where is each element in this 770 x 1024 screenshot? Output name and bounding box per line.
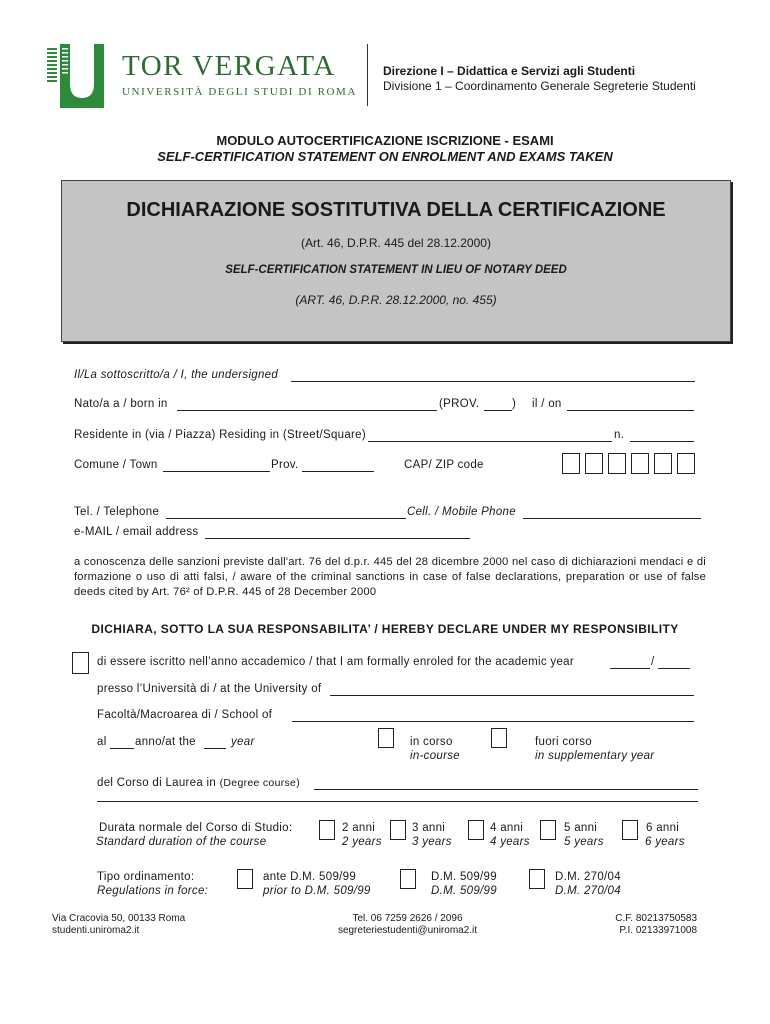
regulation-270-label-en: D.M. 270/04 <box>555 885 621 897</box>
prov2-label: Prov. <box>271 459 299 471</box>
duration-2-years-checkbox[interactable] <box>319 820 335 840</box>
duration-5-years-checkbox[interactable] <box>540 820 556 840</box>
zip-digit-box[interactable] <box>585 453 603 474</box>
degree-course-label: del Corso di Laurea in (Degree course) <box>97 777 300 789</box>
regulation-270-label: D.M. 270/04 <box>555 871 621 883</box>
declaration-box <box>61 180 731 342</box>
email-field[interactable] <box>205 538 470 539</box>
academic-year-sep: / <box>651 656 655 668</box>
regulations-label: Tipo ordinamento: <box>97 871 195 883</box>
regulation-509-checkbox[interactable] <box>400 869 416 889</box>
regulation-ante-509-label: ante D.M. 509/99 <box>263 871 357 883</box>
in-course-checkbox[interactable] <box>378 728 394 748</box>
off-course-label-en: in supplementary year <box>535 750 655 762</box>
declaration-ref-it: (Art. 46, D.P.R. 445 del 28.12.2000) <box>301 236 491 250</box>
footer-email: segreteriestudenti@uniroma2.it <box>337 925 478 936</box>
regulation-270-checkbox[interactable] <box>529 869 545 889</box>
duration-4-years-label-en: 4 years <box>490 836 530 848</box>
duration-6-years-label-en: 6 years <box>645 836 685 848</box>
academic-year-end-field[interactable] <box>658 668 690 669</box>
zip-digit-box[interactable] <box>608 453 626 474</box>
telephone-field[interactable] <box>166 518 406 519</box>
declaration-subheading: SELF-CERTIFICATION STATEMENT IN LIEU OF NOTARY DEED <box>225 264 567 276</box>
off-course-label: fuori corso <box>535 736 592 748</box>
duration-4-years-checkbox[interactable] <box>468 820 484 840</box>
undersigned-label: Il/La sottoscritto/a / I, the undersigned <box>74 369 279 381</box>
logo-subtitle: UNIVERSITÀ DEGLI STUDI DI ROMA <box>122 86 357 98</box>
logo-title: TOR VERGATA <box>122 50 336 82</box>
year-suffix: year <box>231 736 255 748</box>
prov2-field[interactable] <box>302 471 374 472</box>
duration-4-years-label: 4 anni <box>490 822 524 834</box>
duration-3-years-label: 3 anni <box>412 822 446 834</box>
prov-label: (PROV. <box>439 398 480 410</box>
university-label: presso l’Università di / at the University of <box>97 683 322 695</box>
duration-6-years-label: 6 anni <box>646 822 680 834</box>
school-label: Facoltà/Macroarea di / School of <box>97 709 273 721</box>
declaration-ref-en: (ART. 46, D.P.R. 28.12.2000, no. 455) <box>295 293 497 307</box>
declaration-heading: DICHIARAZIONE SOSTITUTIVA DELLA CERTIFICAZIONE <box>126 199 666 221</box>
footer-vat-number: P.I. 02133971008 <box>619 925 697 936</box>
born-in-field[interactable] <box>177 410 437 411</box>
street-number-label: n. <box>614 429 625 441</box>
residence-label: Residente in (via / Piazza) Residing in (Street/Square) <box>74 429 366 441</box>
header-divider <box>367 44 368 106</box>
degree-course-field-line2[interactable] <box>97 801 698 802</box>
tor-vergata-logo-icon <box>44 44 106 108</box>
university-logo <box>44 44 357 110</box>
town-field[interactable] <box>163 471 270 472</box>
duration-label: Durata normale del Corso di Studio: <box>99 822 293 834</box>
mobile-field[interactable] <box>523 518 701 519</box>
email-label: e-MAIL / email address <box>74 526 199 538</box>
duration-5-years-label-en: 5 years <box>564 836 604 848</box>
regulation-ante-509-checkbox[interactable] <box>237 869 253 889</box>
duration-3-years-checkbox[interactable] <box>390 820 406 840</box>
enrolled-checkbox[interactable] <box>72 652 89 674</box>
zip-digit-box[interactable] <box>654 453 672 474</box>
directorate: Direzione I – Didattica e Servizi agli Studenti <box>383 64 636 78</box>
sanctions-paragraph: a conoscenza delle sanzioni previste dall'art. 76 del d.p.r. 445 del 28 dicembre 2000 nel caso di dichiarazioni mendaci e di formazione o uso di atti falsi, / aware of the criminal sanctions in case of false declarations, preparation or use of false deeds cited by Art. 76² of D.P.R. 445 of 28 December 2000 <box>74 556 706 598</box>
footer-website: studenti.uniroma2.it <box>52 925 140 936</box>
division: Divisione 1 – Coordinamento Generale Segreterie Studenti <box>383 79 696 93</box>
duration-2-years-label-en: 2 years <box>342 836 382 848</box>
town-label: Comune / Town <box>74 459 158 471</box>
prov-close: ) <box>512 398 517 410</box>
declare-heading: DICHIARA, SOTTO LA SUA RESPONSABILITA’ / HEREBY DECLARE UNDER MY RESPONSIBILITY <box>91 622 679 636</box>
in-course-label-en: in-course <box>410 750 460 762</box>
off-course-checkbox[interactable] <box>491 728 507 748</box>
street-number-field[interactable] <box>630 441 694 442</box>
year-mid: anno/at the <box>135 736 196 748</box>
duration-5-years-label: 5 anni <box>564 822 598 834</box>
year-number-field[interactable] <box>110 748 134 749</box>
residence-field[interactable] <box>368 441 612 442</box>
footer-tax-code: C.F. 80213750583 <box>615 913 697 924</box>
school-field[interactable] <box>292 721 694 722</box>
regulation-509-label: D.M. 509/99 <box>431 871 497 883</box>
form-title: MODULO AUTOCERTIFICAZIONE ISCRIZIONE - ESAMI <box>216 133 554 148</box>
form-title-en: SELF-CERTIFICATION STATEMENT ON ENROLMENT AND EXAMS TAKEN <box>157 149 613 164</box>
regulation-509-label-en: D.M. 509/99 <box>431 885 497 897</box>
footer-address: Via Cracovia 50, 00133 Roma <box>52 913 186 924</box>
year-prefix: al <box>97 736 107 748</box>
zip-digit-box[interactable] <box>562 453 580 474</box>
duration-3-years-label-en: 3 years <box>412 836 452 848</box>
in-course-label: in corso <box>410 736 453 748</box>
date-of-birth-field[interactable] <box>567 410 694 411</box>
academic-year-start-field[interactable] <box>610 668 650 669</box>
born-in-label: Nato/a a / born in <box>74 398 168 410</box>
date-of-birth-label: il / on <box>532 398 562 410</box>
regulations-label-en: Regulations in force: <box>97 885 209 897</box>
prov-field[interactable] <box>484 410 512 411</box>
degree-course-field[interactable] <box>314 789 698 790</box>
undersigned-field[interactable] <box>291 381 695 382</box>
enrolled-label: di essere iscritto nell’anno accademico / that I am formally enroled for the academic year <box>97 656 574 668</box>
footer-telephone: Tel. 06 7259 2626 / 2096 <box>352 913 463 924</box>
duration-2-years-label: 2 anni <box>342 822 376 834</box>
duration-6-years-checkbox[interactable] <box>622 820 638 840</box>
zip-label: CAP/ ZIP code <box>404 459 484 471</box>
regulation-ante-509-label-en: prior to D.M. 509/99 <box>263 885 371 897</box>
mobile-label: Cell. / Mobile Phone <box>407 506 516 518</box>
zip-digit-box[interactable] <box>677 453 695 474</box>
university-field[interactable] <box>330 695 694 696</box>
duration-label-en: Standard duration of the course <box>96 836 267 848</box>
telephone-label: Tel. / Telephone <box>74 506 160 518</box>
zip-digit-box[interactable] <box>631 453 649 474</box>
year-ordinal-field[interactable] <box>204 748 226 749</box>
